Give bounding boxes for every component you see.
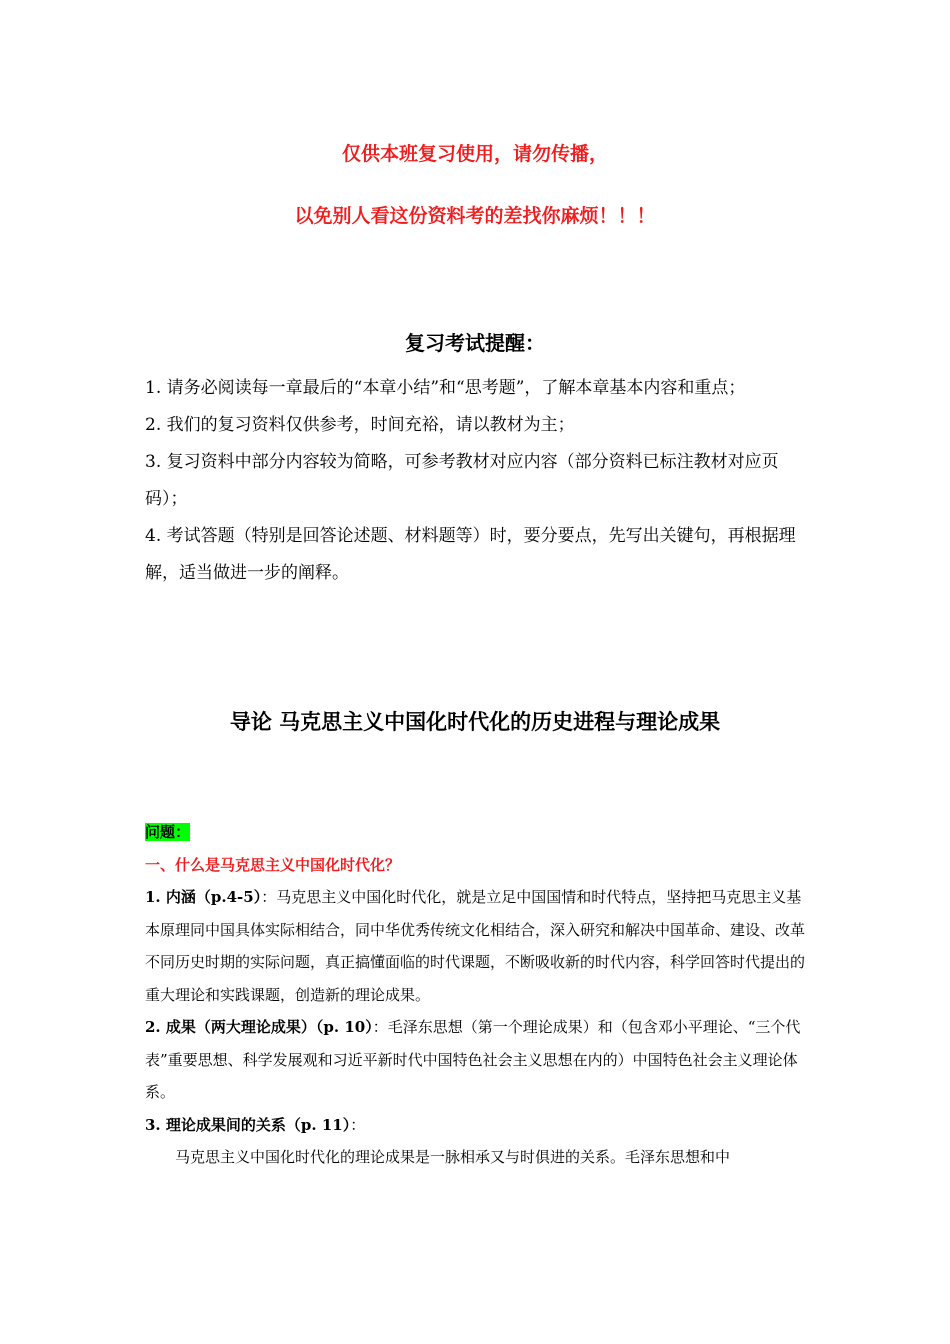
warning-line-2: 以免别人看这份资料考的差找你麻烦！！！ [294,205,656,227]
paragraph-relation-body: 马克思主义中国化时代化的理论成果是一脉相承又与时俱进的关系。毛泽东思想和中 [175,1148,731,1166]
chapter-content [145,816,810,1174]
reminder-title: 复习考试提醒： [405,331,545,355]
paragraph-results [145,1011,810,1109]
paragraph-meaning-text: ：马克思主义中国化时代化，就是立足中国国情和时代特点，坚持把马克思主义基本原理同中国具体实际相结合，同中华优秀传统文化相结合，深入研究和解决中国革命、建设、改革不同历史时期的实际问题，真正搞懂面临的时代课题，不断吸收新的时代内容，科学回答时代提出的重大理论和实践课题，创造新的理论成果。 [145,888,806,1004]
reminder-item-4: 4. 考试答题（特别是回答论述题、材料题等）时，要分要点，先写出关键句，再根据理解，适当做进一步的阐释。 [145,526,796,583]
reminder-item-2: 2. 我们的复习资料仅供参考，时间充裕，请以教材为主； [145,415,575,435]
question-label: 问题： [145,823,191,841]
paragraph-relation-colon: ： [350,1115,366,1134]
paragraph-results-label: 2. 成果（两大理论成果）（p. 10） [145,1018,373,1036]
reminder-item-1: 1. 请务必阅读每一章最后的“本章小结”和“思考题”，了解本章基本内容和重点； [145,378,746,398]
paragraph-meaning-label: 1. 内涵（p.4-5） [145,888,262,906]
question-1-title: 一、什么是马克思主义中国化时代化？ [145,855,401,874]
reminder-list [145,370,810,592]
paragraph-relation-label: 3. 理论成果间的关系（p. 11） [145,1115,351,1134]
warning-line-1: 仅供本班复习使用，请勿传播， [341,143,608,165]
paragraph-relation [145,1109,810,1142]
paragraph-meaning [145,881,810,1011]
paragraph-results-text: ：毛泽东思想（第一个理论成果）和（包含邓小平理论、“三个代表”重要思想、科学发展观和习近平新时代中国特色社会主义思想在内的）中国特色社会主义理论体系。 [145,1018,801,1101]
reminder-item-3: 3. 复习资料中部分内容较为简略，可参考教材对应内容（部分资料已标注教材对应页码）； [145,452,779,509]
chapter-title: 导论 马克思主义中国化时代化的历史进程与理论成果 [229,709,721,734]
